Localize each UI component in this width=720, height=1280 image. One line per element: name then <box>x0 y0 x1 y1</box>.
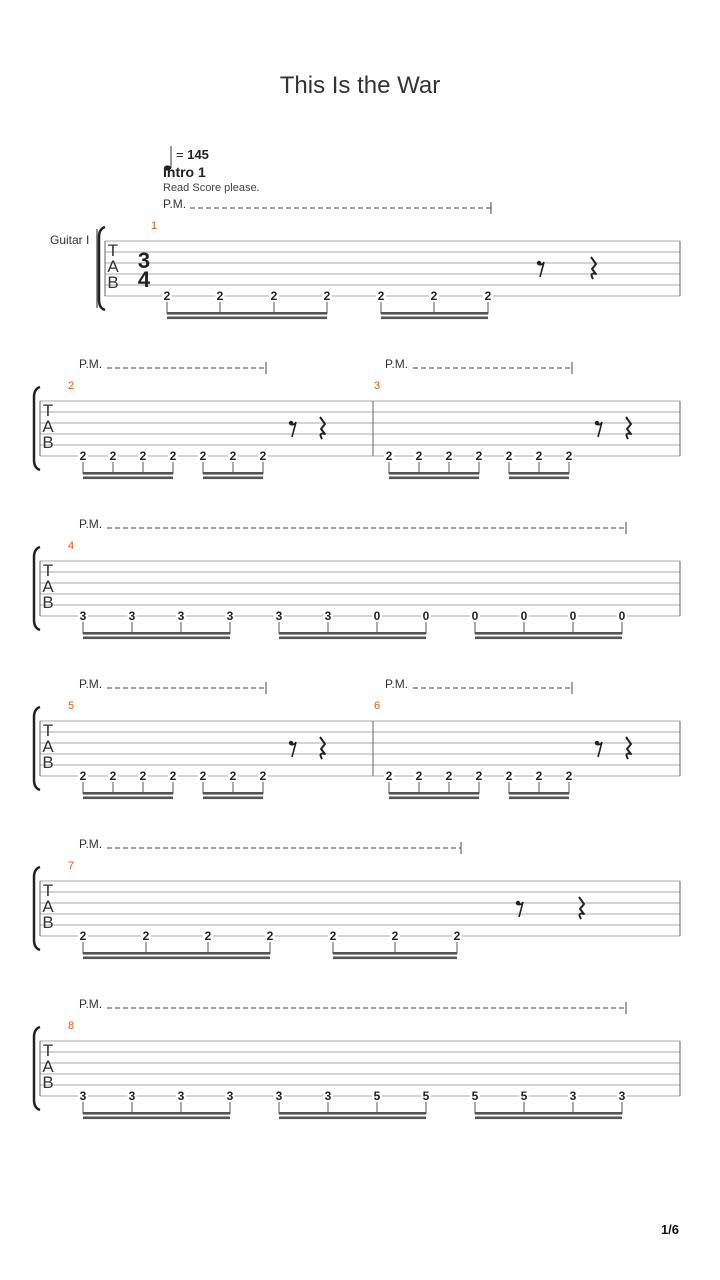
fret-number: 2 <box>377 289 385 303</box>
beam-primary <box>83 1112 230 1115</box>
beam-primary <box>83 632 230 635</box>
fret-number: 2 <box>475 449 483 463</box>
fret-number: 2 <box>142 929 150 943</box>
beam-secondary <box>475 637 622 640</box>
time-signature-top: 3 <box>137 248 151 273</box>
tab-systems <box>34 197 680 1119</box>
fret-number: 2 <box>415 769 423 783</box>
fret-number: 3 <box>324 609 332 623</box>
fret-number: 2 <box>229 769 237 783</box>
fret-number: 3 <box>275 609 283 623</box>
fret-number: 2 <box>385 769 393 783</box>
system-bracket <box>99 227 105 310</box>
measure-number: 3 <box>374 380 381 392</box>
fret-number: 0 <box>373 609 381 623</box>
measure-number: 1 <box>151 220 158 232</box>
tab-clef-letter: T <box>42 401 54 420</box>
fret-number: 5 <box>422 1089 430 1103</box>
beam-primary <box>475 632 622 635</box>
tab-clef-letter: B <box>42 1073 54 1092</box>
tab-clef-letter: T <box>42 881 54 900</box>
quarter-rest <box>626 737 631 759</box>
tab-clef-letter: B <box>42 753 54 772</box>
tab-system <box>34 357 680 479</box>
fret-number: 0 <box>422 609 430 623</box>
tab-clef-letter: B <box>42 913 54 932</box>
palm-mute-label: P.M. <box>79 677 103 691</box>
beam-secondary <box>83 637 230 640</box>
fret-number: 2 <box>445 769 453 783</box>
fret-number: 2 <box>79 449 87 463</box>
fret-number: 2 <box>329 929 337 943</box>
fret-number: 2 <box>216 289 224 303</box>
tab-clef-letter: T <box>107 241 119 260</box>
fret-number: 2 <box>139 449 147 463</box>
fret-number: 2 <box>169 769 177 783</box>
quarter-rest <box>320 737 325 759</box>
palm-mute-label: P.M. <box>163 197 187 211</box>
section-note: Read Score please. <box>163 182 260 194</box>
tab-clef-letter: A <box>42 577 54 596</box>
beam-secondary <box>203 797 263 800</box>
quarter-rest <box>591 257 596 279</box>
fret-number: 2 <box>169 449 177 463</box>
beam-secondary <box>333 957 457 960</box>
tab-clef-letter: A <box>42 737 54 756</box>
beam-secondary <box>381 317 488 320</box>
fret-number: 3 <box>177 1089 185 1103</box>
fret-number: 0 <box>618 609 626 623</box>
page-number: 1/6 <box>660 1222 680 1237</box>
fret-number: 0 <box>520 609 528 623</box>
beam-secondary <box>83 1117 230 1120</box>
tab-clef-letter: A <box>42 897 54 916</box>
tab-clef-letter: A <box>42 1057 54 1076</box>
tab-clef-letter: T <box>42 721 54 740</box>
measure-number: 8 <box>68 1020 75 1032</box>
beam-primary <box>83 472 173 475</box>
tab-clef-letter: B <box>107 273 119 292</box>
system-bracket <box>34 1027 40 1110</box>
tab-clef-letter: A <box>42 417 54 436</box>
beam-secondary <box>279 637 426 640</box>
beam-secondary <box>83 957 270 960</box>
beam-primary <box>83 952 270 955</box>
fret-number: 2 <box>505 769 513 783</box>
fret-number: 3 <box>275 1089 283 1103</box>
beam-secondary <box>389 797 479 800</box>
beam-primary <box>381 312 488 315</box>
beam-primary <box>203 472 263 475</box>
system-bracket <box>34 387 40 470</box>
fret-number: 2 <box>266 929 274 943</box>
beam-primary <box>333 952 457 955</box>
tab-system <box>34 517 680 639</box>
fret-number: 3 <box>79 609 87 623</box>
measure-number: 2 <box>68 380 75 392</box>
measure-number: 7 <box>68 860 75 872</box>
eighth-rest-stem <box>538 262 544 277</box>
time-signature-bottom: 4 <box>137 267 151 292</box>
tab-system <box>34 677 680 799</box>
fret-number: 3 <box>569 1089 577 1103</box>
eighth-rest-stem <box>517 902 523 917</box>
measure-number: 6 <box>374 700 381 712</box>
beam-primary <box>279 632 426 635</box>
instrument-label: Guitar I <box>50 233 90 247</box>
fret-number: 3 <box>79 1089 87 1103</box>
tab-clef-letter: A <box>107 257 119 276</box>
fret-number: 2 <box>109 769 117 783</box>
quarter-rest <box>320 417 325 439</box>
fret-number: 3 <box>226 1089 234 1103</box>
fret-number: 2 <box>453 929 461 943</box>
fret-number: 3 <box>618 1089 626 1103</box>
measure-number: 5 <box>68 700 75 712</box>
beam-secondary <box>389 477 479 480</box>
beam-primary <box>83 792 173 795</box>
beam-primary <box>167 312 327 315</box>
beam-secondary <box>83 797 173 800</box>
tab-clef-letter: T <box>42 1041 54 1060</box>
beam-primary <box>389 472 479 475</box>
tab-system <box>34 997 680 1119</box>
palm-mute-label: P.M. <box>79 837 103 851</box>
fret-number: 2 <box>565 449 573 463</box>
tab-system <box>97 197 680 319</box>
beam-secondary <box>279 1117 426 1120</box>
eighth-rest-stem <box>596 742 602 757</box>
fret-number: 5 <box>373 1089 381 1103</box>
system-bracket <box>34 547 40 630</box>
eighth-rest-stem <box>596 422 602 437</box>
measure-number: 4 <box>68 540 75 552</box>
fret-number: 2 <box>415 449 423 463</box>
fret-number: 2 <box>270 289 278 303</box>
fret-number: 0 <box>471 609 479 623</box>
palm-mute-label: P.M. <box>79 997 103 1011</box>
palm-mute-label: P.M. <box>79 517 103 531</box>
fret-number: 2 <box>199 769 207 783</box>
page-title: This Is the War <box>279 72 441 99</box>
fret-number: 2 <box>430 289 438 303</box>
fret-number: 2 <box>323 289 331 303</box>
beam-secondary <box>167 317 327 320</box>
fret-number: 2 <box>163 289 171 303</box>
quarter-rest <box>579 897 584 919</box>
fret-number: 2 <box>109 449 117 463</box>
eighth-rest-stem <box>290 742 296 757</box>
fret-number: 2 <box>505 449 513 463</box>
beam-secondary <box>475 1117 622 1120</box>
fret-number: 2 <box>199 449 207 463</box>
quarter-rest <box>626 417 631 439</box>
fret-number: 2 <box>79 769 87 783</box>
fret-number: 3 <box>324 1089 332 1103</box>
fret-number: 2 <box>445 449 453 463</box>
fret-number: 2 <box>385 449 393 463</box>
beam-secondary <box>203 477 263 480</box>
beam-primary <box>203 792 263 795</box>
fret-number: 2 <box>229 449 237 463</box>
fret-number: 5 <box>520 1089 528 1103</box>
beam-primary <box>475 1112 622 1115</box>
palm-mute-label: P.M. <box>385 357 409 371</box>
tab-clef-letter: B <box>42 593 54 612</box>
system-bracket <box>34 707 40 790</box>
fret-number: 2 <box>259 449 267 463</box>
palm-mute-label: P.M. <box>385 677 409 691</box>
fret-number: 3 <box>128 1089 136 1103</box>
fret-number: 2 <box>204 929 212 943</box>
system-bracket <box>34 867 40 950</box>
fret-number: 2 <box>535 449 543 463</box>
tab-system <box>34 837 680 959</box>
tempo-marking: = 145 <box>176 147 209 162</box>
fret-number: 2 <box>484 289 492 303</box>
beam-primary <box>509 472 569 475</box>
section-name: Intro 1 <box>163 164 206 180</box>
fret-number: 3 <box>177 609 185 623</box>
fret-number: 2 <box>391 929 399 943</box>
beam-secondary <box>509 477 569 480</box>
beam-primary <box>389 792 479 795</box>
fret-number: 2 <box>565 769 573 783</box>
fret-number: 2 <box>139 769 147 783</box>
fret-number: 5 <box>471 1089 479 1103</box>
palm-mute-label: P.M. <box>79 357 103 371</box>
fret-number: 3 <box>128 609 136 623</box>
beam-secondary <box>509 797 569 800</box>
tab-clef-letter: B <box>42 433 54 452</box>
fret-number: 0 <box>569 609 577 623</box>
fret-number: 2 <box>475 769 483 783</box>
tab-clef-letter: T <box>42 561 54 580</box>
fret-number: 2 <box>259 769 267 783</box>
fret-number: 2 <box>79 929 87 943</box>
eighth-rest-stem <box>290 422 296 437</box>
beam-primary <box>279 1112 426 1115</box>
beam-secondary <box>83 477 173 480</box>
fret-number: 2 <box>535 769 543 783</box>
fret-number: 3 <box>226 609 234 623</box>
beam-primary <box>509 792 569 795</box>
